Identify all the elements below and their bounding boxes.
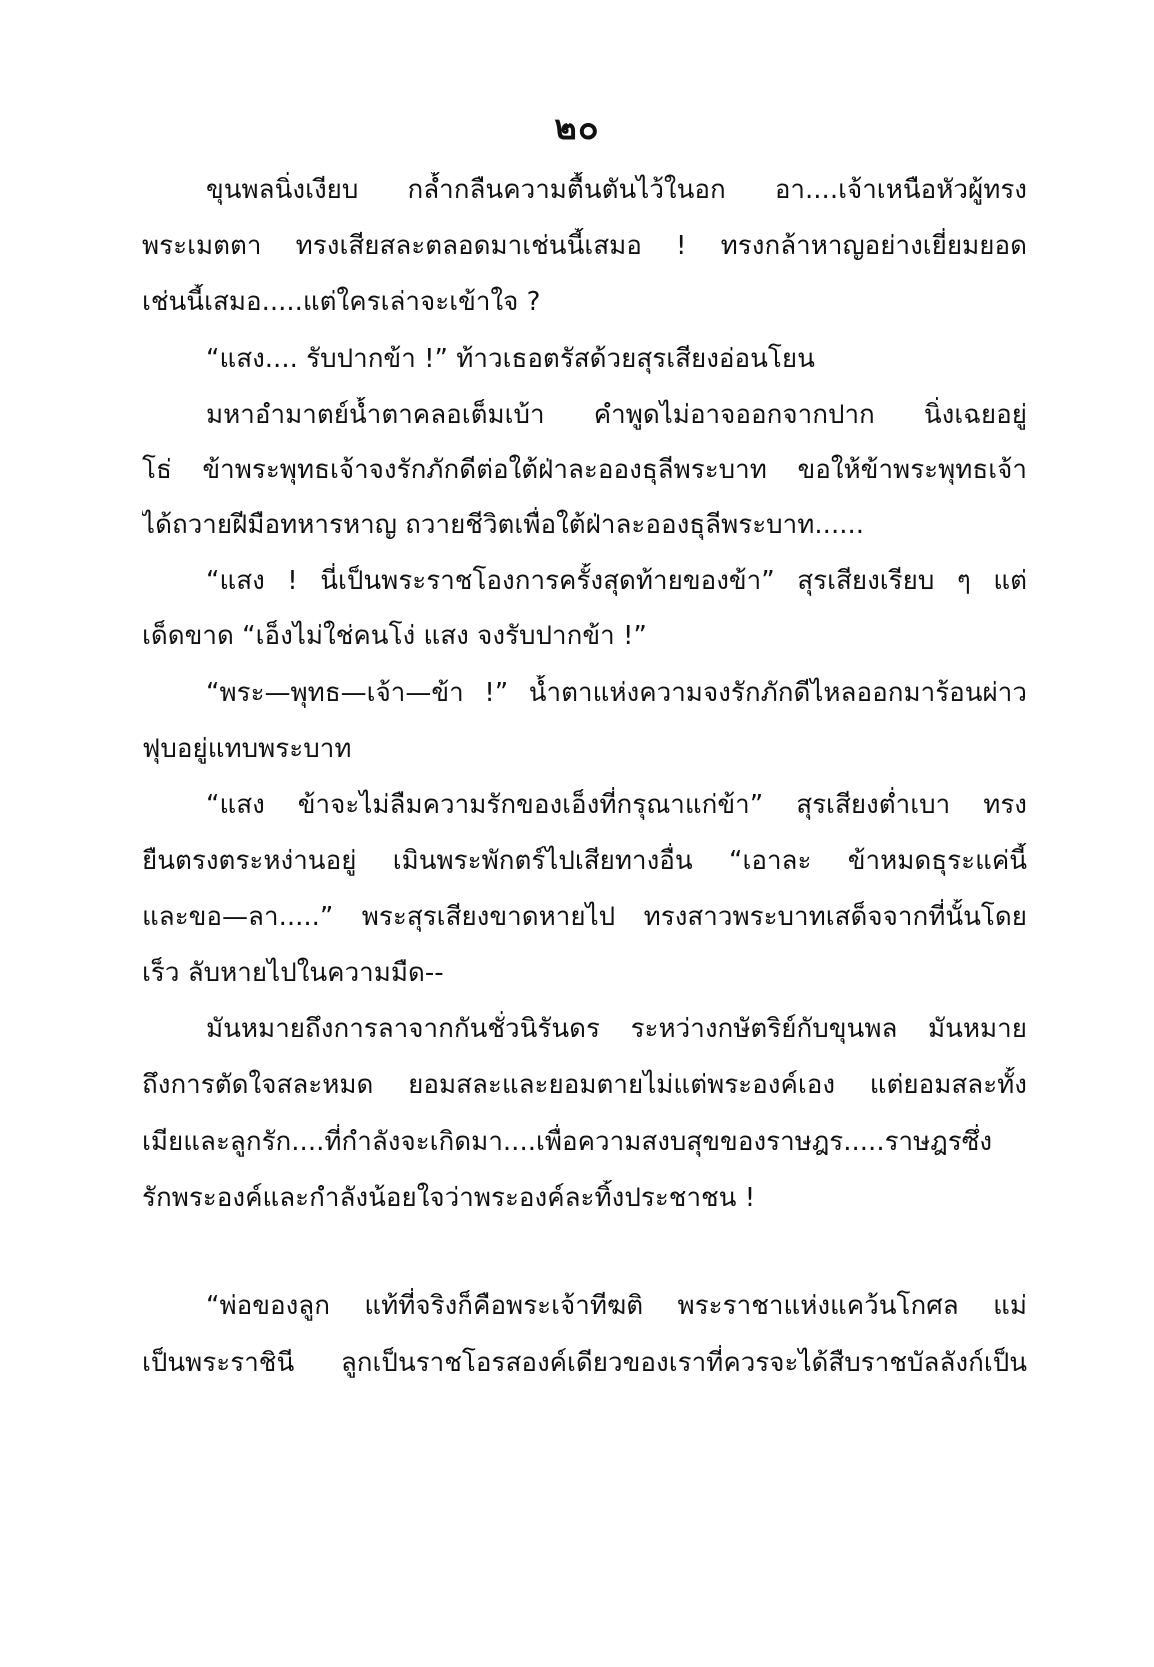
text-line: เมียและลูกรัก....ที่กำลังจะเกิดมา....เพื่อความสงบสุขของราษฎร.....ราษฎรซึ่ง — [142, 1127, 993, 1157]
text-line: ได้ถวายฝีมือทหารหาญ ถวายชีวิตเพื่อใต้ฝ่าละอองธุลีพระบาท...... — [142, 510, 865, 540]
text-line: เป็นพระราชินี ลูกเป็นราชโอรสองค์เดียวของเราที่ควรจะได้สืบราชบัลลังก์เป็น — [142, 1348, 1027, 1378]
text-line: เด็ดขาด “เอ็งไม่ใช่คนโง่ แสง จงรับปากข้า !” — [142, 621, 647, 651]
text-line: “พ่อของลูก แท้ที่จริงก็คือพระเจ้าทีฆติ พระราชาแห่งแคว้นโกศล แม่ — [206, 1291, 1027, 1321]
text-line: และขอ—ลา.....” พระสุรเสียงขาดหายไป ทรงสาวพระบาทเสด็จจากที่นั้นโดย — [142, 902, 1027, 932]
text-line: เช่นนี้เสมอ.....แต่ใครเล่าจะเข้าใจ ? — [142, 287, 541, 317]
page-number: ๒๐ — [554, 108, 600, 148]
text-line: ถึงการตัดใจสละหมด ยอมสละและยอมตายไม่แต่พระองค์เอง แต่ยอมสละทั้ง — [142, 1070, 1027, 1100]
text-line: ฟุบอยู่แทบพระบาท — [142, 734, 352, 764]
text-line: ยืนตรงตระหง่านอยู่ เมินพระพักตร์ไปเสียทางอื่น “เอาละ ข้าหมดธุระแค่นี้ — [142, 846, 1027, 876]
text-line: “แสง.... รับปากข้า !” ท้าวเธอตรัสด้วยสุรเสียงอ่อนโยน — [206, 344, 815, 374]
text-line: “แสง ! นี่เป็นพระราชโองการครั้งสุดท้ายของข้า” สุรเสียงเรียบ ๆ แต่ — [206, 566, 1027, 596]
text-line: “แสง ข้าจะไม่ลืมความรักของเอ็งที่กรุณาแก่ข้า” สุรเสียงต่ำเบา ทรง — [206, 790, 1027, 820]
text-line: เร็ว ลับหายไปในความมืด-- — [142, 958, 444, 988]
text-line: ขุนพลนิ่งเงียบ กล้ำกลืนความตื้นตันไว้ในอก อา....เจ้าเหนือหัวผู้ทรง — [206, 175, 1027, 205]
text-line: มหาอำมาตย์น้ำตาคลอเต็มเบ้า คำพูดไม่อาจออกจากปาก นิ่งเฉยอยู่ — [206, 400, 1027, 430]
text-line: พระเมตตา ทรงเสียสละตลอดมาเช่นนี้เสมอ ! ทรงกล้าหาญอย่างเยี่ยมยอด — [142, 231, 1027, 261]
text-line: “พระ—พุทธ—เจ้า—ข้า !” น้ำตาแห่งความจงรักภักดีไหลออกมาร้อนผ่าว — [206, 678, 1027, 708]
text-line: โธ่ ข้าพระพุทธเจ้าจงรักภักดีต่อใต้ฝ่าละอองธุลีพระบาท ขอให้ข้าพระพุทธเจ้า — [142, 455, 1027, 485]
text-line: รักพระองค์และกำลังน้อยใจว่าพระองค์ละทิ้งประชาชน ! — [142, 1183, 756, 1213]
text-line: มันหมายถึงการลาจากกันชั่วนิรันดร ระหว่างกษัตริย์กับขุนพล มันหมาย — [206, 1014, 1027, 1044]
